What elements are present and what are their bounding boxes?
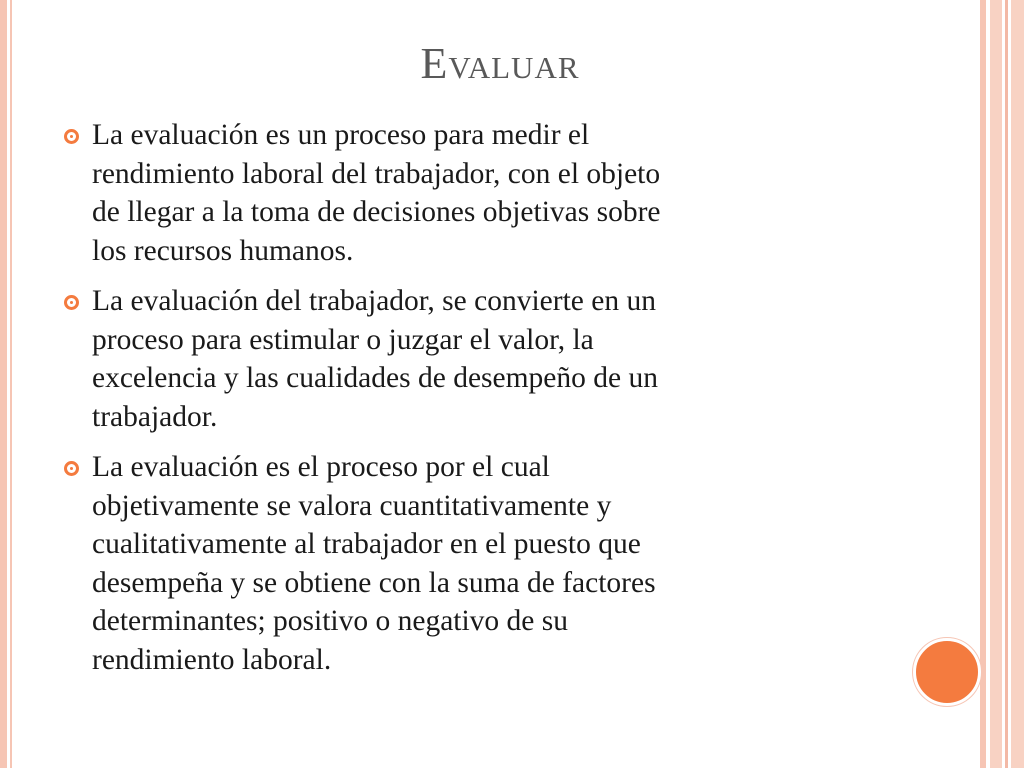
- bullet-line: determinantes; positivo o negativo de su: [92, 605, 569, 637]
- bullet-list: [60, 116, 880, 691]
- slide-title: Evaluar: [420, 39, 580, 88]
- right-stripe: [1005, 0, 1008, 768]
- right-stripe: [980, 0, 986, 768]
- bullet-line: La evaluación del trabajador, se convierte en un: [92, 285, 656, 317]
- bullet-line: excelencia y las cualidades de desempeño de un: [92, 362, 658, 394]
- bullet-line: trabajador.: [92, 400, 218, 433]
- bullet-line: rendimiento laboral.: [92, 643, 332, 676]
- circle-bullet-icon: [64, 295, 79, 310]
- bullet-line: de llegar a la toma de decisiones objetivas sobre: [92, 196, 661, 228]
- bullet-item: [60, 448, 880, 679]
- bullet-line: objetivamente se valora cuantitativamente y: [92, 489, 612, 522]
- circle-bullet-icon: [64, 129, 79, 144]
- left-border-strip: [0, 0, 7, 768]
- bullet-line: los recursos humanos.: [92, 234, 354, 267]
- bullet-item: [60, 116, 880, 270]
- left-border-line: [10, 0, 12, 768]
- right-stripe: [990, 0, 1002, 768]
- decorative-circle: [913, 638, 981, 706]
- bullet-line: proceso para estimular o juzgar el valor, la: [92, 323, 594, 356]
- circle-bullet-icon: [64, 461, 79, 476]
- bullet-line: rendimiento laboral del trabajador, con el objeto: [92, 157, 661, 190]
- right-stripe: [1011, 0, 1024, 768]
- bullet-item: [60, 282, 880, 436]
- bullet-line: La evaluación es un proceso para medir el: [92, 119, 590, 151]
- bullet-line: La evaluación es el proceso por el cual: [92, 451, 550, 483]
- bullet-line: desempeña y se obtiene con la suma de factores: [92, 566, 656, 599]
- bullet-line: cualitativamente al trabajador en el puesto que: [92, 528, 641, 560]
